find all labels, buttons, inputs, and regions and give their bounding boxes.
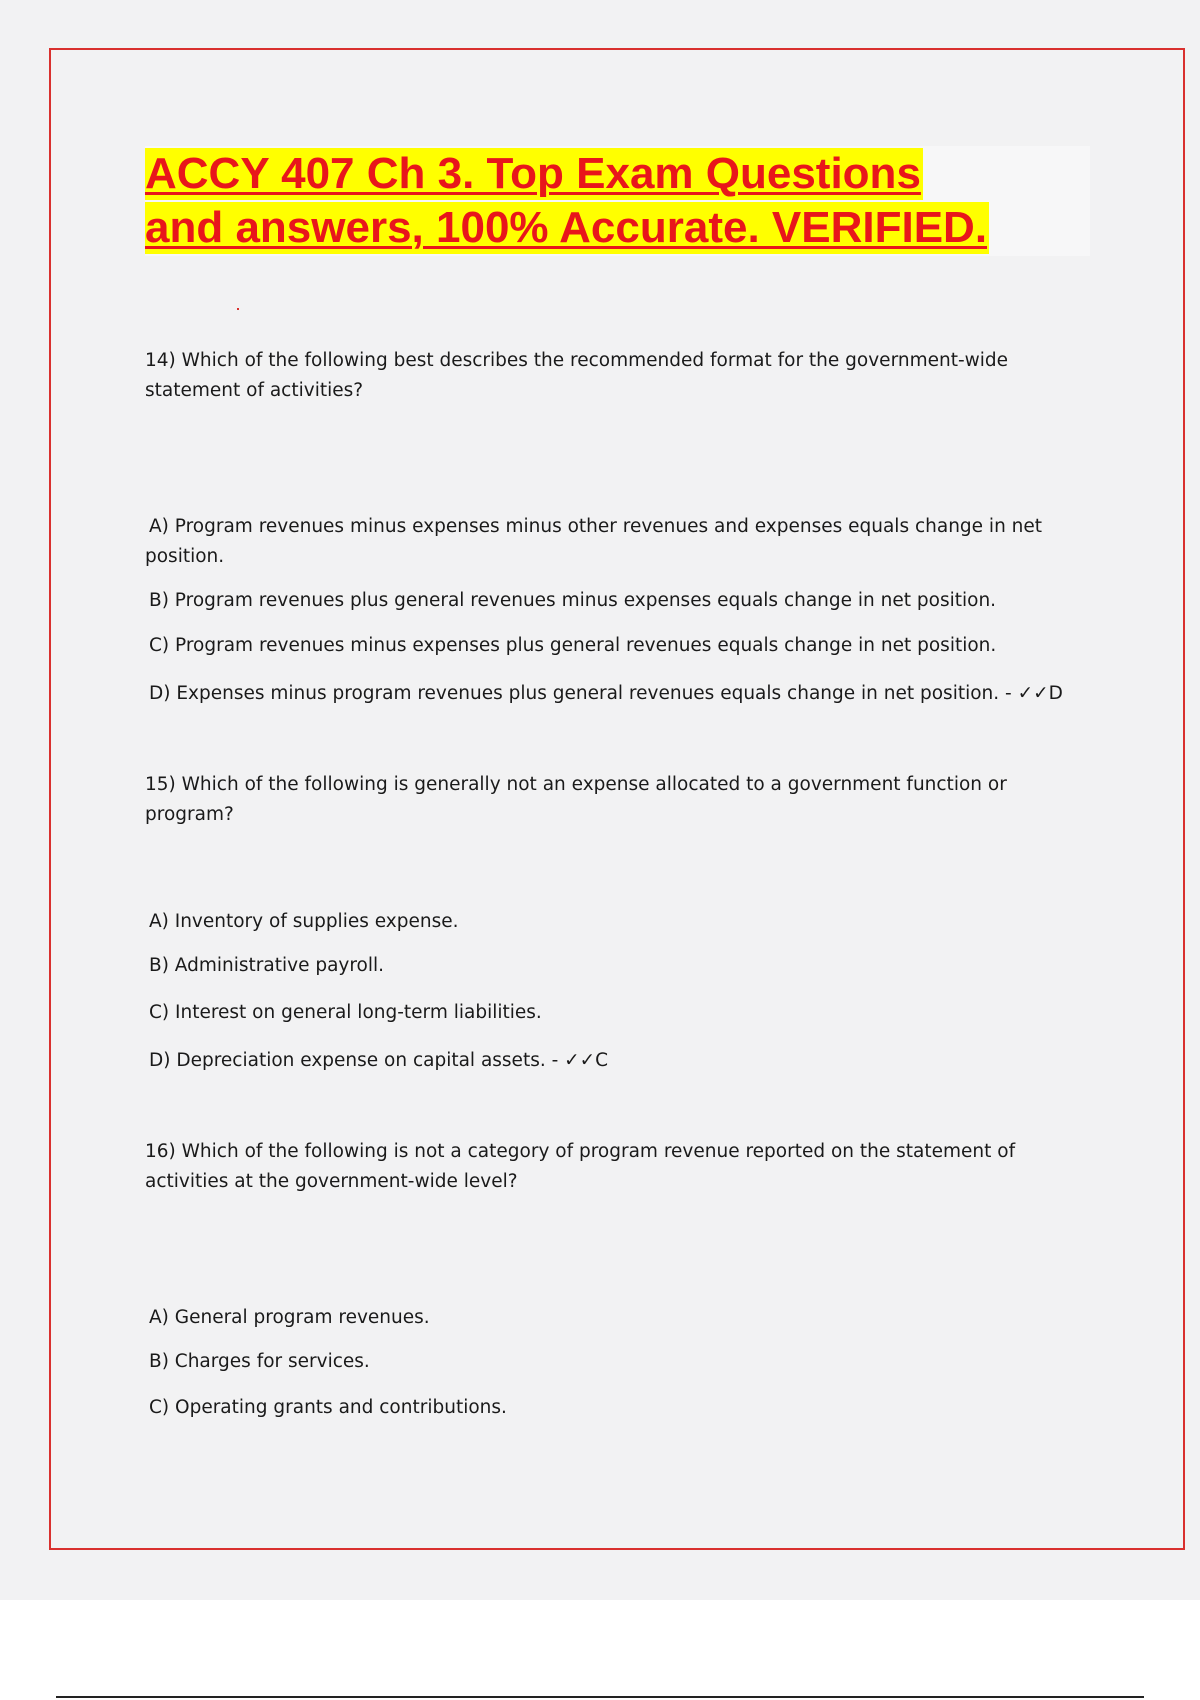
document-title-line-1: ACCY 407 Ch 3. Top Exam Questions	[145, 149, 921, 198]
document-title-line-2: and answers, 100% Accurate. VERIFIED.	[145, 203, 988, 252]
question-14-option-d-answer: D) Expenses minus program revenues plus general revenues equals change in net position. - ✓✓D	[149, 683, 1063, 704]
next-page-top-rule	[56, 1696, 1144, 1698]
question-16-option-a: A) General program revenues.	[149, 1307, 430, 1328]
question-14-option-a: A) Program revenues minus expenses minus other revenues and expenses equals change in net position.	[145, 516, 1043, 567]
question-15-option-d-answer: D) Depreciation expense on capital assets. - ✓✓C	[149, 1050, 609, 1071]
question-14-option-b: B) Program revenues plus general revenues minus expenses equals change in net position.	[149, 590, 997, 611]
stray-red-dot	[237, 308, 239, 310]
question-15-option-a: A) Inventory of supplies expense.	[149, 911, 459, 932]
question-15-text: 15) Which of the following is generally not an expense allocated to a government function or program?	[145, 774, 1007, 825]
question-15-option-b: B) Administrative payroll.	[149, 955, 385, 976]
question-14-text: 14) Which of the following best describes the recommended format for the government-wide statement of activities?	[145, 350, 1009, 401]
question-14-option-c: C) Program revenues minus expenses plus general revenues equals change in net position.	[149, 635, 997, 656]
question-16-option-b: B) Charges for services.	[149, 1351, 370, 1372]
question-16-text: 16) Which of the following is not a category of program revenue reported on the statement of activities at the government-wide level?	[145, 1141, 1016, 1192]
question-16-option-c: C) Operating grants and contributions.	[149, 1397, 507, 1418]
question-15-option-c: C) Interest on general long-term liabilities.	[149, 1002, 542, 1023]
